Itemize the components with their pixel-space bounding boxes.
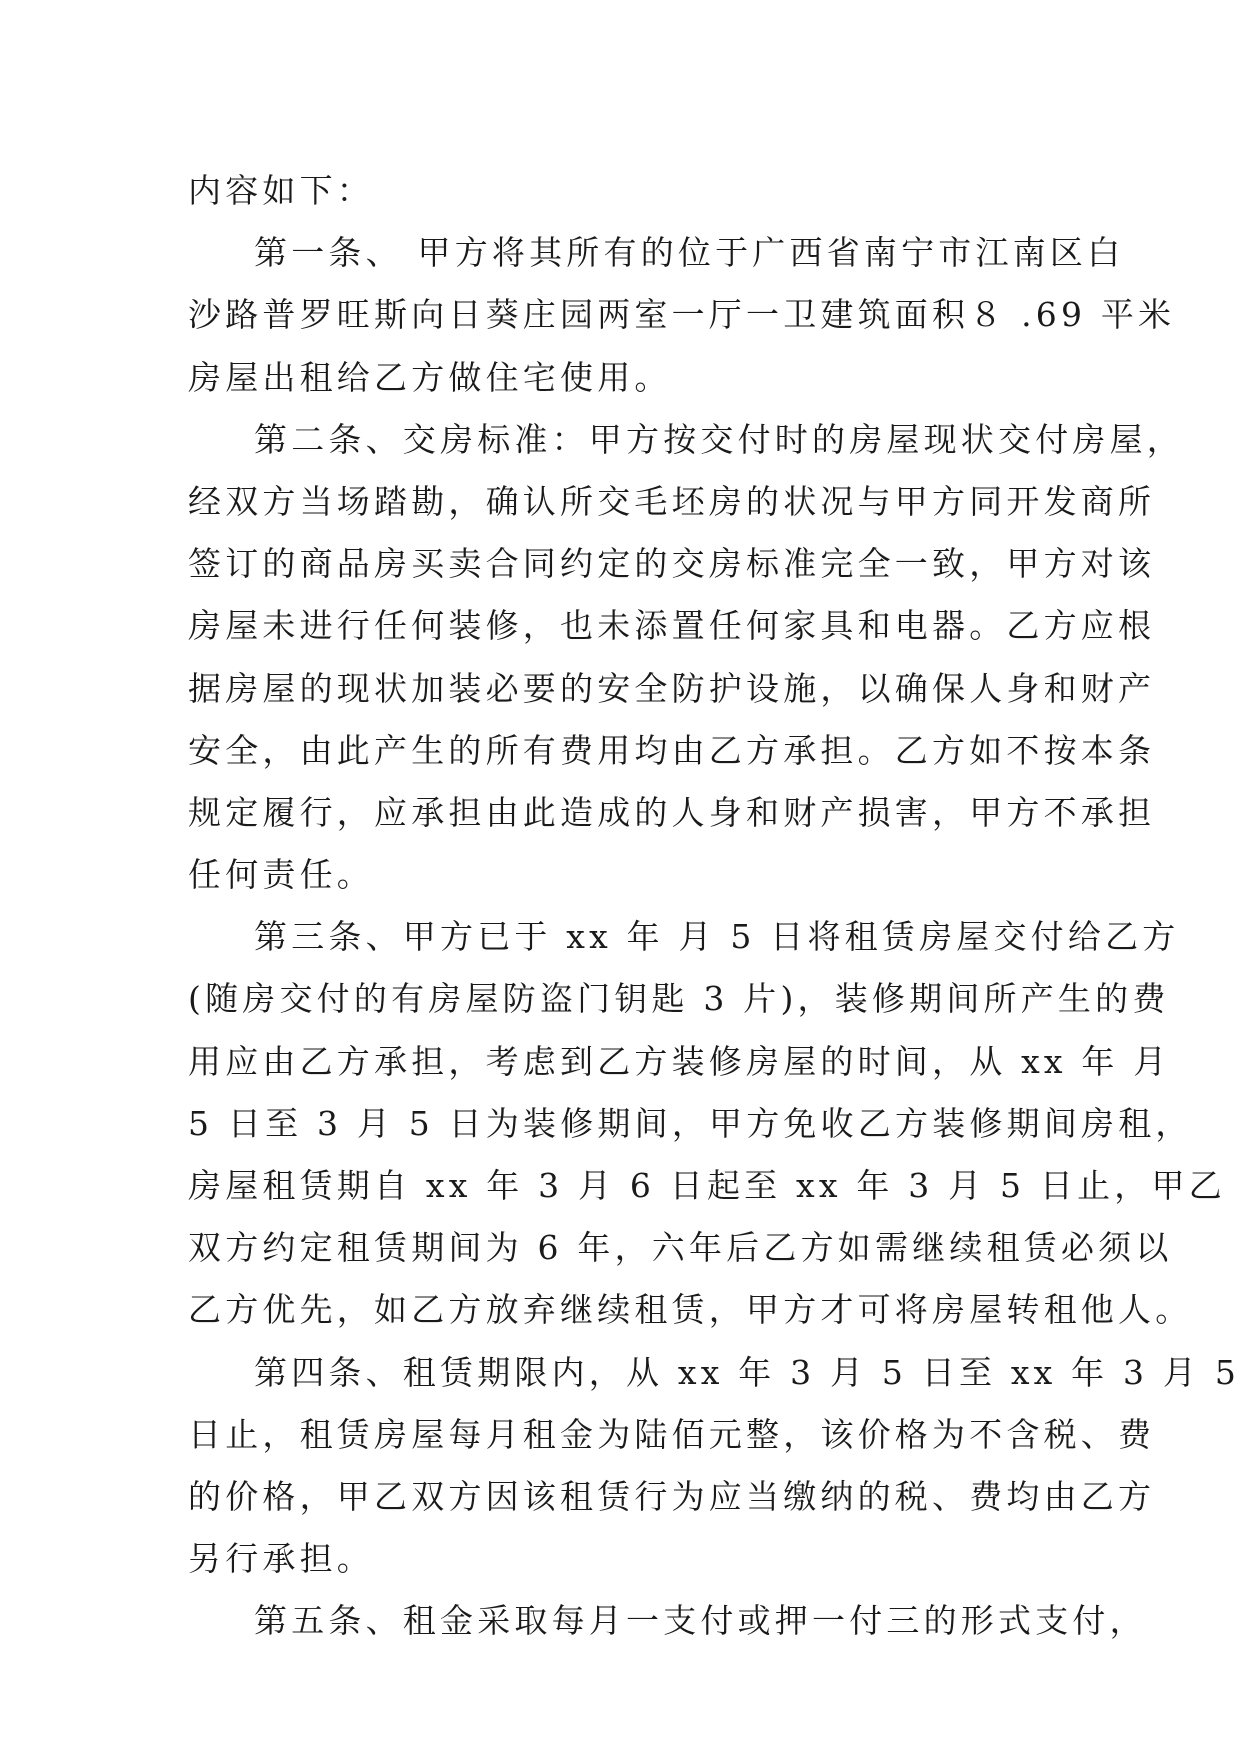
text-line: 第二条、交房标准：甲方按交付时的房屋现状交付房屋，: [254, 419, 1184, 459]
text-line: 的价格，甲乙双方因该租赁行为应当缴纳的税、费均由乙方: [188, 1476, 1156, 1516]
text-line: 据房屋的现状加装必要的安全防护设施，以确保人身和财产: [188, 668, 1156, 708]
text-line: 签订的商品房买卖合同约定的交房标准完全一致，甲方对该: [188, 544, 1156, 584]
text-line: 双方约定租赁期间为 6 年，六年后乙方如需继续租赁必须以: [188, 1228, 1173, 1268]
text-line: 任何责任。: [188, 855, 374, 895]
text-line: 另行承担。: [188, 1539, 374, 1579]
text-line: 第四条、租赁期限内，从 xx 年 3 月 5 日至 xx 年 3 月 5: [254, 1352, 1241, 1392]
text-line: 安全，由此产生的所有费用均由乙方承担。乙方如不按本条: [188, 730, 1156, 770]
text-line: 房屋未进行任何装修，也未添置任何家具和电器。乙方应根: [188, 606, 1156, 646]
text-line: 内容如下：: [188, 171, 374, 210]
text-line: 房屋租赁期自 xx 年 3 月 6 日起至 xx 年 3 月 5 日止，甲乙: [188, 1166, 1226, 1205]
text-line: 经双方当场踏勘，确认所交毛坯房的状况与甲方同开发商所: [188, 481, 1156, 521]
text-line: 房屋出租给乙方做住宅使用。: [188, 357, 672, 397]
text-line: 规定履行，应承担由此造成的人身和财产损害，甲方不承担: [188, 792, 1156, 832]
text-line: 第三条、甲方已于 xx 年 月 5 日将租赁房屋交付给乙方: [254, 917, 1180, 957]
text-line: 日止，租赁房屋每月租金为陆佰元整，该价格为不含税、费: [188, 1414, 1156, 1454]
text-line: 用应由乙方承担，考虑到乙方装修房屋的时间，从 xx 年 月: [188, 1041, 1171, 1081]
text-line: 第一条、 甲方将其所有的位于广西省南宁市江南区白: [254, 233, 1125, 273]
text-line: 5 日至 3 月 5 日为装修期间，甲方免收乙方装修期间房租，: [188, 1103, 1193, 1143]
text-line: 第五条、租金采取每月一支付或押一付三的形式支付，: [254, 1601, 1147, 1641]
text-line: (随房交付的有房屋防盗门钥匙 3 片)，装修期间所产生的费: [188, 979, 1170, 1019]
contract-body-text: [188, 160, 1241, 1653]
text-line: 乙方优先，如乙方放弃继续租赁，甲方才可将房屋转租他人。: [188, 1290, 1193, 1330]
text-line: 沙路普罗旺斯向日葵庄园两室一厅一卫建筑面积８ .69 平米: [188, 295, 1176, 335]
